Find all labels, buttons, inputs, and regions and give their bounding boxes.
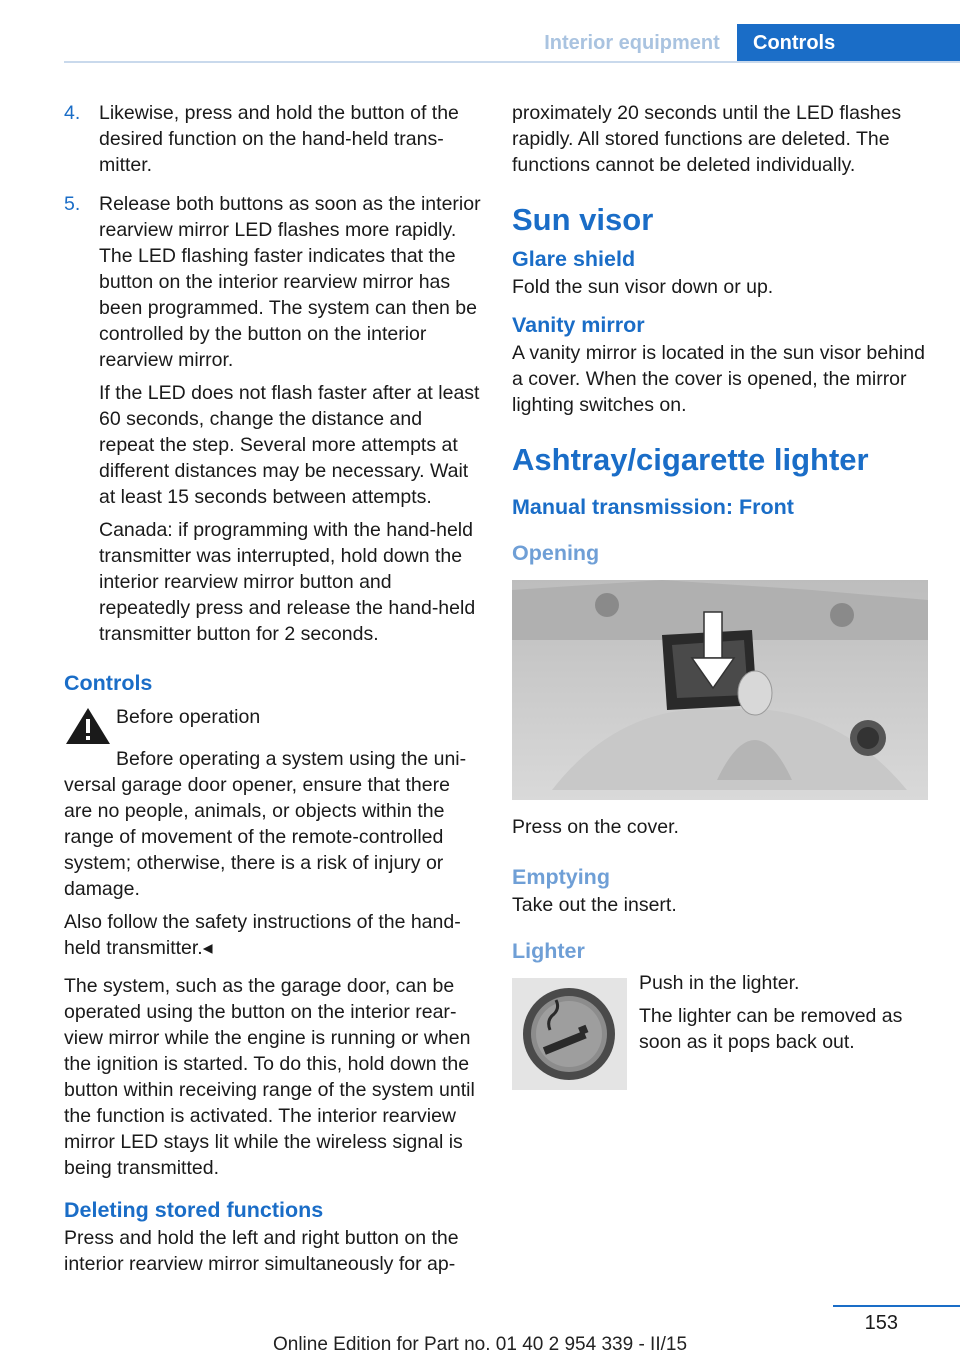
ashtray-photo xyxy=(512,580,928,800)
list-text: Likewise, press and hold the button of the desired function on the hand-held transmitter. xyxy=(99,102,459,176)
list-number: 5. xyxy=(64,193,81,215)
glare-shield-heading: Glare shield xyxy=(512,247,636,271)
emptying-heading: Emptying xyxy=(512,865,610,889)
warning-icon xyxy=(64,706,112,746)
right-column xyxy=(512,100,932,1090)
deleting-heading: Deleting stored functions xyxy=(64,1198,324,1222)
safety-text: Also follow the safety instructions of the hand-held transmitter.◂ xyxy=(64,911,461,959)
header-chapter-label: Controls xyxy=(737,24,960,62)
manual-transmission-heading: Manual transmission: Front xyxy=(512,495,794,519)
footer-text: Online Edition for Part no. 01 40 2 954 339 - II/15 xyxy=(272,1334,688,1355)
vanity-mirror-text: A vanity mirror is located in the sun visor behind a cover. When the cover is opened, the mirror lighting switches on. xyxy=(512,342,925,416)
warning-block xyxy=(64,704,482,746)
list-text: Release both buttons as soon as the interior rearview mirror LED flashes more rapidly. The LED flashing faster indicates that the button on the interior rearview mirror has been programmed. The system can then be controlled by the button on the interior rearview mirror. xyxy=(99,193,481,371)
lighter-text-2: The lighter can be removed as soon as it pops back out. xyxy=(639,1005,903,1053)
list-item xyxy=(64,100,482,185)
list-text-note: If the LED does not flash faster after at least 60 seconds, change the distance and repeat the step. Several more attempts at different distances may be necessary. Wait at least 15 seconds between attempts. xyxy=(99,382,480,508)
lighter-photo xyxy=(512,978,627,1090)
lighter-text-1: Push in the lighter. xyxy=(639,972,800,994)
glare-shield-text: Fold the sun visor down or up. xyxy=(512,276,774,298)
continuation-text: proximately 20 seconds until the LED flashes rapidly. All stored functions are deleted. The functions cannot be deleted individually. xyxy=(512,102,902,176)
warning-text: Before operating a system using the universal garage door opener, ensure that there are no people, animals, or objects within the range of movement of the remote-controlled system; otherwise, there is a risk of injury or damage. xyxy=(64,748,467,900)
left-column xyxy=(64,100,482,1284)
system-text: The system, such as the garage door, can be operated using the button on the interior rearview mirror while the engine is running or when the ignition is started. To do this, hold down the button within receiving range of the system until the function is activated. The interior rearview mirror LED stays lit while the wireless signal is being transmitted. xyxy=(64,975,475,1179)
press-cover-text: Press on the cover. xyxy=(512,816,679,838)
opening-heading: Opening xyxy=(512,541,600,565)
sun-visor-heading: Sun visor xyxy=(512,202,654,237)
warning-title: Before operation xyxy=(116,706,261,728)
emptying-text: Take out the insert. xyxy=(512,894,677,916)
page-number: 153 xyxy=(864,1312,898,1334)
header-section-label: Interior equipment xyxy=(544,32,720,54)
header-rule xyxy=(64,61,960,63)
list-text-note: Canada: if programming with the hand-held transmitter was interrupted, hold down the interior rearview mirror button and repeatedly press and release the hand-held transmitter button for 2 seconds. xyxy=(99,519,476,645)
footer-rule xyxy=(833,1305,960,1307)
controls-heading: Controls xyxy=(64,671,153,695)
lighter-heading: Lighter xyxy=(512,939,585,963)
vanity-mirror-heading: Vanity mirror xyxy=(512,313,645,337)
ashtray-heading: Ashtray/cigarette lighter xyxy=(512,442,869,477)
deleting-text: Press and hold the left and right button on the interior rearview mirror simultaneously for ap- xyxy=(64,1227,459,1275)
list-item xyxy=(64,191,482,654)
lighter-block xyxy=(512,970,932,1090)
list-number: 4. xyxy=(64,102,81,124)
